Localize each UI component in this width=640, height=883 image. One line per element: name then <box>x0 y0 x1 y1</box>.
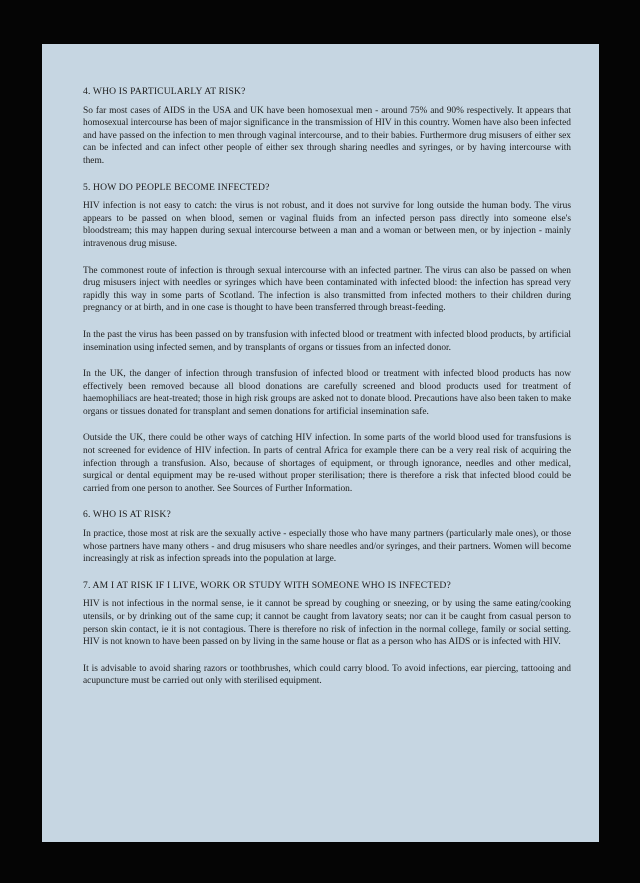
paragraph: The commonest route of infection is through sexual intercourse with an infected partner. The virus can also be passed on when drug misusers inject with needles or syringes which have been contaminated with infected blood: the infection has spread very rapidly this way in some parts of Scotland. The infection is also transmitted from infected mothers to their children during pregnancy or at birth, and in one case is thought to have been transferred through breast-feeding. <box>83 265 571 314</box>
document-body <box>83 86 571 702</box>
section-heading: 6. WHO IS AT RISK? <box>83 509 171 521</box>
section-how-people-become-infected <box>83 182 571 496</box>
section-who-is-at-risk <box>83 509 571 565</box>
paragraph: HIV is not infectious in the normal sense, ie it cannot be spread by coughing or sneezing, or by using the same eating/cooking utensils, or by drinking out of the same cup; it cannot be caught from lavatory seats; nor can it be caught from casual person to person skin contact, ie it is not contagious. There is therefore no risk of infection in the normal college, family or social setting. HIV is not known to have been passed on by living in the same house or flat as a person who has AIDS or is infected with HIV. <box>83 599 571 648</box>
paragraph: So far most cases of AIDS in the USA and UK have been homosexual men - around 75% and 90% respectively. It appears that homosexual intercourse has been of major significance in the transmission of HIV in this country. Women have also been infected and have passed on the infection to men through vaginal intercourse, and to their babies. Furthermore drug misusers of either sex can be infected and can infect other people of either sex through sharing needles and syringes, or by having intercourse with them. <box>83 105 571 166</box>
paragraph: In the UK, the danger of infection through transfusion of infected blood or treatment with infected blood products has now effectively been removed because all blood donations are carefully screened and blood products used for treatment of haemophiliacs are heat-treated; those in high risk groups are asked not to donate blood. Precautions have also been taken to make organs or tissues donated for transplant and semen donations for artificial insemination safe. <box>83 369 571 417</box>
paragraph: In practice, those most at risk are the sexually active - especially those who have many partners (particularly male ones), or those whose partners have many others - and drug misusers who share needles and/or syringes, and their partners. Women will become increasingly at risk as infection spreads into the population at large. <box>83 529 571 565</box>
section-heading: 4. WHO IS PARTICULARLY AT RISK? <box>83 86 246 97</box>
paragraph: In the past the virus has been passed on by transfusion with infected blood or treatment with infected blood products, by artificial insemination using infected semen, and by transplants of organs or tissues from an infected donor. <box>83 329 571 353</box>
section-am-i-at-risk <box>83 580 571 688</box>
document-page <box>42 44 599 842</box>
paragraph: Outside the UK, there could be other ways of catching HIV infection. In some parts of the world blood used for transfusions is not screened for evidence of HIV infection. In parts of central Africa for example there can be a very real risk of acquiring the infection through a transfusion. Also, because of shortages of equipment, or through ignorance, needles and other medical, surgical or dental equipment may be re-used without proper sterilisation; there is therefore a risk that infected blood could be carried from one person to another. See Sources of Further Information. <box>83 433 571 494</box>
paragraph: It is advisable to avoid sharing razors or toothbrushes, which could carry blood. To avoid infections, ear piercing, tattooing and acupuncture must be carried out only with sterilised equipment. <box>83 663 571 687</box>
paragraph: HIV infection is not easy to catch: the virus is not robust, and it does not survive for long outside the human body. The virus appears to be passed on when blood, semen or vaginal fluids from an infected person pass directly into someone else's bloodstream; this may happen during sexual intercourse between a man and a woman or between men, or by injection - mainly intravenous drug misuse. <box>83 201 571 249</box>
section-heading: 5. HOW DO PEOPLE BECOME INFECTED? <box>83 181 270 193</box>
section-who-particularly-at-risk <box>83 86 571 168</box>
section-heading: 7. AM I AT RISK IF I LIVE, WORK OR STUDY WITH SOMEONE WHO IS INFECTED? <box>83 579 451 591</box>
